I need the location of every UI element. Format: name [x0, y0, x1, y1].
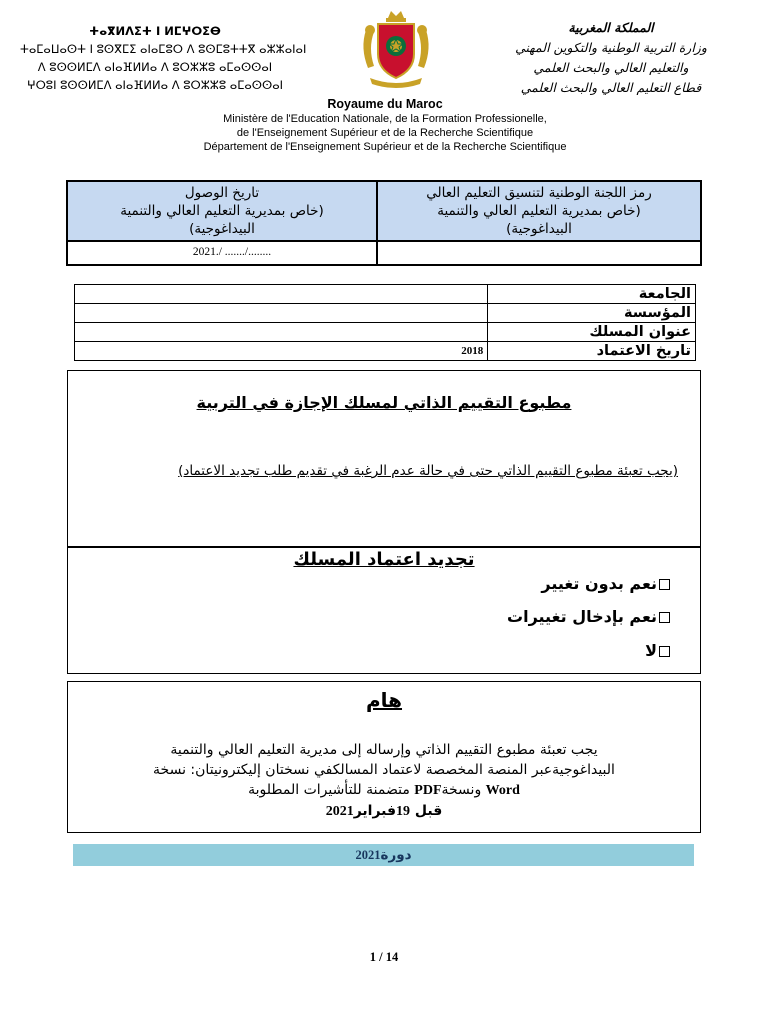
program-info-table: [74, 284, 696, 361]
arabic-line-1: المملكة المغربية: [568, 20, 654, 35]
table-row: [75, 342, 696, 361]
arrival-date-label: تاريخ الوصول: [184, 185, 260, 201]
important-line-1: يجب تعبئة مطبوع التقييم الذاتي وإرساله إلى مديرية التعليم العالي والتنمية: [170, 742, 598, 758]
option-with-changes[interactable]: [507, 607, 670, 626]
deadline-year: 2021: [325, 804, 354, 819]
tifinagh-line-3: ⴷ ⵓⵙⵙⵍⵎⴷ ⴰⵏⴰⴼⵍⵍⴰ ⴷ ⵓⵔⵣⵣⵓ ⴰⵎⴰⵙⵙⴰⵏ: [37, 60, 273, 74]
tifinagh-line-1: ⵜⴰⴳⵍⴷⵉⵜ ⵏ ⵍⵎⵖⵔⵉⴱ: [89, 24, 221, 38]
session-label: دورة: [380, 847, 412, 863]
french-line-1: Ministère de l'Education Nationale, de la Formation Professionelle,: [223, 113, 547, 125]
important-line-3-end: متضمنة للتأشيرات المطلوبة: [248, 782, 415, 798]
form-note: (يجب تعبئة مطبوع التقييم الذاتي حتى في حالة عدم الرغبة في تقديم طلب تجديد الاعتماد): [178, 463, 678, 479]
checkbox-icon[interactable]: [659, 579, 670, 590]
important-text: [84, 740, 684, 822]
important-title: هام: [365, 688, 403, 712]
committee-code-note-2: البيداغوجية): [506, 221, 572, 237]
program-title-field[interactable]: [75, 323, 488, 342]
important-box: [67, 681, 701, 833]
university-field[interactable]: [75, 285, 488, 304]
royal-emblem-icon: [358, 8, 434, 92]
table-row: [75, 323, 696, 342]
table-row: [75, 304, 696, 323]
french-header: [140, 96, 630, 154]
arrival-date-note-2: البيداغوجية): [189, 221, 255, 237]
tifinagh-line-4: ⵖⵔⵓⵏ ⵓⵙⵙⵍⵎⴷ ⴰⵏⴰⴼⵍⵍⴰ ⴷ ⵓⵔⵣⵣⵓ ⴰⵎⴰⵙⵙⴰⵏ: [26, 78, 284, 92]
institution-label: المؤسسة: [488, 304, 696, 323]
option-label: لا: [645, 641, 657, 660]
table-row: [75, 285, 696, 304]
french-line-2: de l'Enseignement Supérieur et de la Recherche Scientifique: [236, 127, 534, 139]
arrival-date-note-1: (خاص بمديرية التعليم العالي والتنمية: [120, 203, 324, 219]
reception-table: [66, 180, 702, 266]
option-no[interactable]: [645, 641, 670, 660]
committee-code-note-1: (خاص بمديرية التعليم العالي والتنمية: [437, 203, 641, 219]
committee-code-header: [378, 182, 700, 240]
renewal-title: تجديد اعتماد المسلك: [293, 549, 475, 570]
important-line-3: [84, 780, 684, 801]
deadline-day: 19: [396, 804, 411, 819]
committee-code-label: رمز اللجنة الوطنية لتنسيق التعليم العالي: [426, 185, 652, 201]
pdf-format: PDF: [414, 783, 442, 798]
checkbox-icon[interactable]: [659, 646, 670, 657]
session-bar: [73, 844, 694, 866]
kingdom-name: Royaume du Maroc: [327, 97, 443, 111]
accreditation-date-field[interactable]: 2018: [75, 342, 488, 361]
important-line-3-mid: ونسخة: [441, 782, 486, 798]
checkbox-icon[interactable]: [659, 612, 670, 623]
page-number: 1 / 14: [369, 950, 399, 964]
deadline: [84, 801, 684, 822]
arabic-line-4: قطاع التعليم العالي والبحث العلمي: [520, 80, 702, 95]
arabic-line-2: وزارة التربية الوطنية والتكوين المهني: [515, 40, 707, 55]
session-year: 2021: [355, 848, 381, 862]
option-label: نعم بإدخال تغييرات: [507, 607, 657, 626]
option-label: نعم بدون تغيير: [541, 574, 657, 593]
arrival-date-field[interactable]: 2021./ ......./........: [192, 246, 272, 258]
option-no-change[interactable]: [541, 574, 670, 593]
tifinagh-line-2: ⵜⴰⵎⴰⵡⴰⵙⵜ ⵏ ⵓⵙⴳⵎⵉ ⴰⵏⴰⵎⵓⵔ ⴷ ⵓⵙⵎⵓⵜⵜⴳ ⴰⵣⵣⴰⵏⴰⵏ: [20, 42, 307, 56]
deadline-prefix: قبل: [410, 803, 443, 819]
french-line-3: Département de l'Enseignement Supérieur et de la Recherche Scientifique: [203, 141, 567, 153]
university-label: الجامعة: [488, 285, 696, 304]
word-format: Word: [485, 783, 520, 798]
arrival-date-header: [68, 182, 376, 240]
program-title-label: عنوان المسلك: [488, 323, 696, 342]
accreditation-date-label: تاريخ الاعتماد: [488, 342, 696, 361]
tifinagh-header: [20, 22, 307, 94]
arabic-header: [486, 18, 736, 98]
important-line-2: البيداغوجيةعبر المنصة المخصصة لاعتماد المسالكفي نسختان إليكترونيتان: نسخة: [153, 762, 615, 778]
institution-field[interactable]: [75, 304, 488, 323]
deadline-month: فبراير: [353, 803, 397, 819]
arabic-line-3: والتعليم العالي والبحث العلمي: [533, 60, 689, 75]
form-box: [67, 370, 701, 674]
form-title: مطبوع التقييم الذاتي لمسلك الإجازة في التربية: [196, 393, 572, 412]
